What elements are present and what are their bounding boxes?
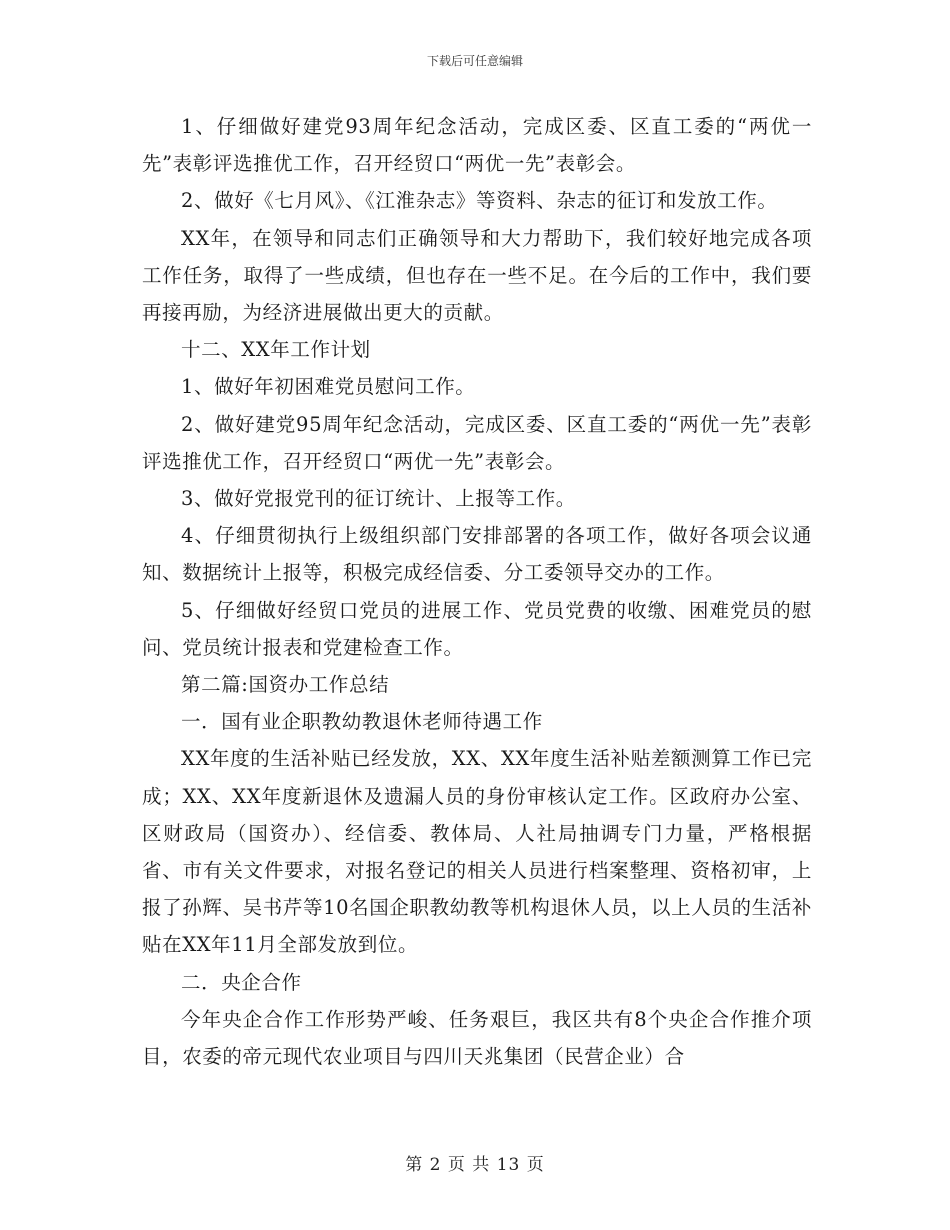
paragraph: 1、做好年初困难党员慰问工作。 [181, 375, 476, 399]
paragraph: 2、做好《七月风》、《江淮杂志》等资料、杂志的征订和发放工作。 [181, 189, 778, 213]
document-body [142, 108, 812, 1075]
paragraph: 5、仔细做好经贸口党员的进展工作、党员党费的收缴、困难党员的慰问、党员统计报表和党建检查工作。 [142, 598, 812, 659]
paragraph: 今年央企合作工作形势严峻、任务艰巨，我区共有8个央企合作推介项目，农委的帝元现代农业项目与四川天兆集团（民营企业）合 [142, 1007, 812, 1069]
page-header-note: 下载后可任意编辑 [426, 54, 523, 68]
paragraph: 2、做好建党95周年纪念活动，完成区委、区直工委的“两优一先”表彰评选推优工作，召开经贸口“两优一先”表彰会。 [142, 412, 812, 473]
paragraph: 1、仔细做好建党93周年纪念活动，完成区委、区直工委的“两优一先”表彰评选推优工作，召开经贸口“两优一先”表彰会。 [142, 115, 812, 176]
paragraph: 4、仔细贯彻执行上级组织部门安排部署的各项工作，做好各项会议通知、数据统计上报等，积极完成经信委、分工委领导交办的工作。 [142, 524, 812, 585]
page-number: 第 2 页 共 13 页 [405, 1155, 545, 1175]
paragraph: XX年，在领导和同志们正确领导和大力帮助下，我们较好地完成各项工作任务，取得了一些成绩，但也存在一些不足。在今后的工作中，我们要再接再励，为经济进展做出更大的贡献。 [142, 226, 812, 325]
section-heading: 二．央企合作 [181, 970, 302, 994]
paragraph: XX年度的生活补贴已经发放，XX、XX年度生活补贴差额测算工作已完成；XX、XX年度新退休及遗漏人员的身份审核认定工作。区政府办公室、区财政局（国资办）、经信委、教体局、人社局抽调专门力量，严格根据省、市有关文件要求，对报名登记的相关人员进行档案整理、资格初审，上报了孙辉、吴书芹等10名国企职教幼教等机构退休人员，以上人员的生活补贴在XX年11月全部发放到位。 [142, 747, 812, 957]
chapter-heading: 第二篇:国资办工作总结 [181, 673, 390, 697]
paragraph: 3、做好党报党刊的征订统计、上报等工作。 [181, 487, 576, 511]
section-heading: 十二、XX年工作计划 [181, 338, 371, 362]
section-heading: 一．国有业企职教幼教退休老师待遇工作 [181, 710, 543, 734]
